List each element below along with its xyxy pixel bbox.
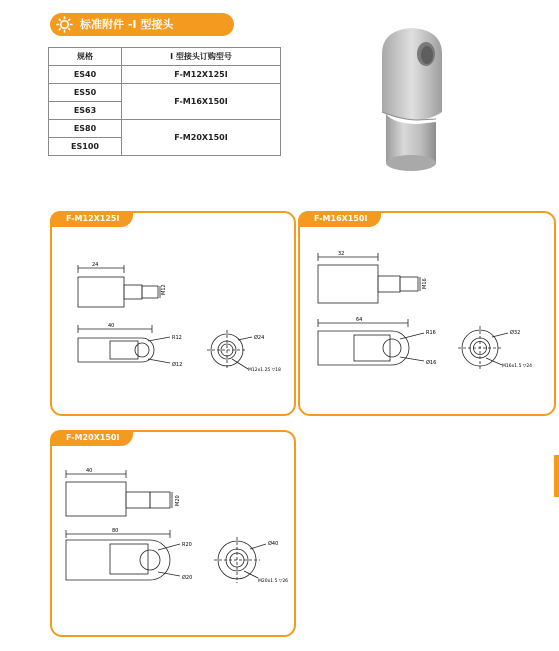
table-header-spec: 规格 [49, 48, 122, 66]
table-header-row [49, 48, 281, 66]
dim-front-right: R16 [426, 330, 436, 336]
dim-front-top: 40 [108, 323, 115, 329]
dim-side-right: M16 [422, 278, 428, 289]
dim-end-bottom: M20x1.5 ▽26 [258, 579, 289, 584]
dim-front-top: 80 [112, 528, 119, 534]
product-photo [372, 24, 464, 178]
dim-end-top: Ø32 [510, 330, 521, 336]
section-title-pill [50, 13, 234, 36]
dim-front-right: R20 [182, 542, 192, 548]
drawing-panel-m16 [298, 211, 556, 416]
table-row [49, 120, 281, 138]
gear-icon [55, 15, 74, 34]
table-header-model: I 型接头订购型号 [122, 48, 281, 66]
model-cell: F-M20X150I [122, 120, 281, 156]
dim-end-top: Ø24 [254, 335, 265, 341]
spec-cell: ES80 [49, 120, 122, 138]
dim-front-lower: Ø16 [426, 360, 437, 366]
dim-side-right: M20 [175, 495, 181, 506]
drawing-panel-m20 [50, 430, 296, 637]
table-row [49, 66, 281, 84]
page-edge-marker [554, 455, 559, 497]
ordering-table [48, 47, 281, 156]
spec-cell: ES50 [49, 84, 122, 102]
model-cell: F-M12X125I [122, 66, 281, 84]
section-title: 标准附件 -I 型接头 [80, 18, 174, 31]
table-row [49, 84, 281, 102]
technical-drawing [52, 432, 296, 637]
panel-title: F-M12X125I [50, 211, 133, 227]
panel-title: F-M16X150I [298, 211, 381, 227]
dim-side-top: 40 [86, 468, 93, 474]
model-cell: F-M16X150I [122, 84, 281, 120]
dim-front-lower: Ø20 [182, 575, 193, 581]
spec-cell: ES40 [49, 66, 122, 84]
dim-end-bottom: M16x1.5 ▽24 [502, 364, 533, 369]
spec-cell: ES100 [49, 138, 122, 156]
dim-front-top: 64 [356, 317, 363, 323]
technical-drawing [52, 213, 296, 416]
dim-front-lower: Ø12 [172, 362, 183, 368]
panel-title: F-M20X150I [50, 430, 133, 446]
dim-end-bottom: M12x1.25 ▽18 [248, 368, 281, 373]
dim-end-top: Ø40 [268, 541, 279, 547]
spec-cell: ES63 [49, 102, 122, 120]
dim-side-top: 24 [92, 262, 99, 268]
dim-front-right: R12 [172, 335, 182, 341]
drawing-panel-m12 [50, 211, 296, 416]
technical-drawing [300, 213, 556, 416]
dim-side-right: M12 [161, 284, 167, 295]
dim-side-top: 32 [338, 251, 345, 257]
